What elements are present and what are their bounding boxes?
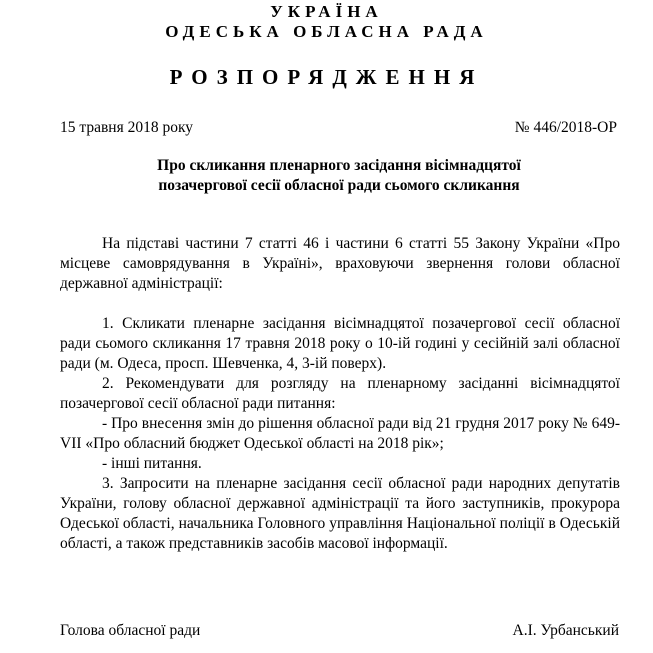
signature-name: А.І. Урбанський (512, 622, 619, 639)
item-3-paragraph: 3. Запросити на пленарне засідання сесії обласної ради народних депутатів України, голову обласної державної адміністрації та його заступників, прокурора Одеської області, начальника Головного управління Національної поліції в Одеській області, а також представників засобів масової інформації. (60, 475, 620, 552)
document-type-title: РОЗПОРЯДЖЕННЯ (169, 65, 484, 89)
subject-line-2: позачергової сесії обласної ради сьомого скликання (158, 177, 520, 194)
signature-position: Голова обласної ради (60, 622, 201, 639)
subject-line-1: Про скликання пленарного засідання вісімнадцятої (157, 157, 521, 174)
item-2-subitem-1: - Про внесення змін до рішення обласної ради від 21 грудня 2017 року № 649-VII «Про обласний бюджет Одеської області на 2018 рік»; (60, 415, 620, 452)
document-date: 15 травня 2018 року (60, 119, 194, 136)
item-2-subitem-2: - інші питання. (102, 455, 202, 472)
country-heading: УКРАЇНА (270, 2, 383, 21)
item-1-paragraph: 1. Скликати пленарне засідання вісімнадцятої позачергової сесії обласної ради сьомого скликання 17 травня 2018 року о 10-ій годині у сесійній залі обласної ради (м. Одеса, просп. Шевченка, 4, 3-ій поверх). (60, 315, 620, 372)
preamble-paragraph: На підставі частини 7 статті 46 і частини 6 статті 55 Закону України «Про місцеве самоврядування в Україні», враховуючи звернення голови обласної державної адміністрації: (60, 235, 620, 292)
paragraph-gap (60, 294, 620, 314)
document-number: № 446/2018-ОР (514, 119, 617, 136)
document-subject (60, 156, 618, 196)
document-body (60, 234, 620, 554)
item-2-paragraph: 2. Рекомендувати для розгляду на пленарному засіданні вісімнадцятої позачергової сесії обласної ради питання: (60, 375, 620, 412)
council-heading: ОДЕСЬКА ОБЛАСНА РАДА (165, 22, 488, 41)
